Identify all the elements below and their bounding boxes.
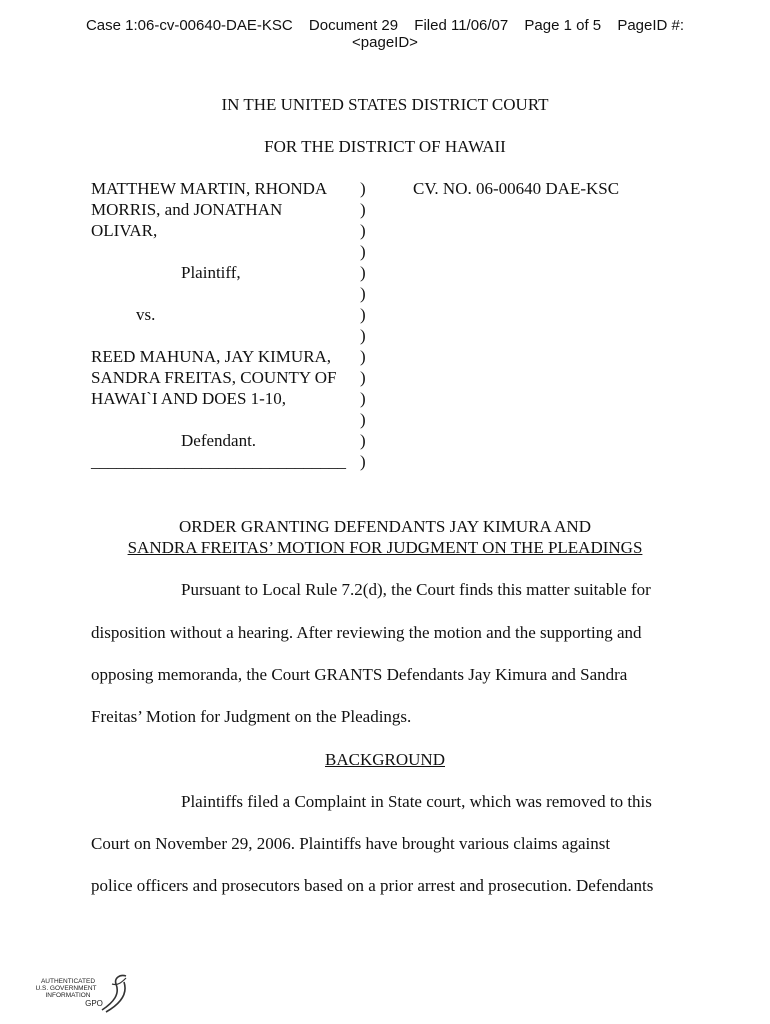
paren: ) <box>360 368 366 387</box>
caption-plaintiff-label: Plaintiff, <box>181 263 241 282</box>
caption-line: HAWAI`I AND DOES 1-10, <box>91 389 287 408</box>
case-caption-parties <box>91 178 346 472</box>
paragraph-line: Court on November 29, 2006. Plaintiffs have brought various claims against <box>91 834 611 853</box>
paren: ) <box>360 305 366 324</box>
caption-line: MATTHEW MARTIN, RHONDA <box>91 179 328 198</box>
caption-vs: vs. <box>136 305 156 324</box>
seal-gpo-label: GPO <box>85 999 103 1008</box>
stamp-page: Page 1 of 5 <box>524 17 602 34</box>
caption-line <box>91 241 346 262</box>
caption-line <box>91 325 346 346</box>
paragraph-line: disposition without a hearing. After reviewing the motion and the supporting and <box>91 623 642 642</box>
paren: ) <box>360 221 366 240</box>
section-heading: BACKGROUND <box>325 750 445 769</box>
caption-parentheses <box>360 178 366 472</box>
seal-text-line: AUTHENTICATED <box>40 978 96 985</box>
paren: ) <box>360 452 366 471</box>
paragraph-line: Freitas’ Motion for Judgment on the Pleadings. <box>91 707 412 726</box>
paren: ) <box>360 179 366 198</box>
seal-text-line: INFORMATION <box>45 992 91 999</box>
paren: ) <box>360 347 366 366</box>
stamp-document: Document 29 <box>308 17 399 34</box>
stamp-filed: Filed 11/06/07 <box>414 17 509 34</box>
caption-line: OLIVAR, <box>91 221 158 240</box>
paren: ) <box>360 242 366 261</box>
filing-stamp <box>0 17 770 34</box>
paren: ) <box>360 200 366 219</box>
caption-line <box>91 283 346 304</box>
paren: ) <box>360 263 366 282</box>
paren: ) <box>360 410 366 429</box>
caption-rule-line: ______________________________ <box>91 452 346 471</box>
paragraph-line: Pursuant to Local Rule 7.2(d), the Court finds this matter suitable for <box>181 580 651 599</box>
caption-defendant-label: Defendant. <box>181 431 257 450</box>
stamp-pageid-label: PageID #: <box>617 17 685 34</box>
caption-line <box>91 409 346 430</box>
paragraph-line: police officers and prosecutors based on a prior arrest and prosecution. Defendants <box>91 876 654 895</box>
order-title-line1: ORDER GRANTING DEFENDANTS JAY KIMURA AND <box>179 517 591 536</box>
paragraph-line: Plaintiffs filed a Complaint in State court, which was removed to this <box>181 792 652 811</box>
stamp-pageid-value: <pageID> <box>352 34 418 51</box>
caption-line: SANDRA FREITAS, COUNTY OF <box>91 368 337 387</box>
caption-line: MORRIS, and JONATHAN <box>91 200 283 219</box>
order-title-line2: SANDRA FREITAS’ MOTION FOR JUDGMENT ON THE PLEADINGS <box>127 538 643 557</box>
gpo-authentication-seal <box>35 972 132 1017</box>
paren: ) <box>360 326 366 345</box>
caption-line: REED MAHUNA, JAY KIMURA, <box>91 347 332 366</box>
court-district: FOR THE DISTRICT OF HAWAII <box>264 137 506 156</box>
paren: ) <box>360 389 366 408</box>
paren: ) <box>360 284 366 303</box>
paren: ) <box>360 431 366 450</box>
case-number: CV. NO. 06-00640 DAE-KSC <box>413 179 620 198</box>
court-name: IN THE UNITED STATES DISTRICT COURT <box>221 95 549 114</box>
paragraph-line: opposing memoranda, the Court GRANTS Defendants Jay Kimura and Sandra <box>91 665 628 684</box>
stamp-case: Case 1:06-cv-00640-DAE-KSC <box>85 17 293 34</box>
seal-text-line: U.S. GOVERNMENT <box>35 985 97 992</box>
